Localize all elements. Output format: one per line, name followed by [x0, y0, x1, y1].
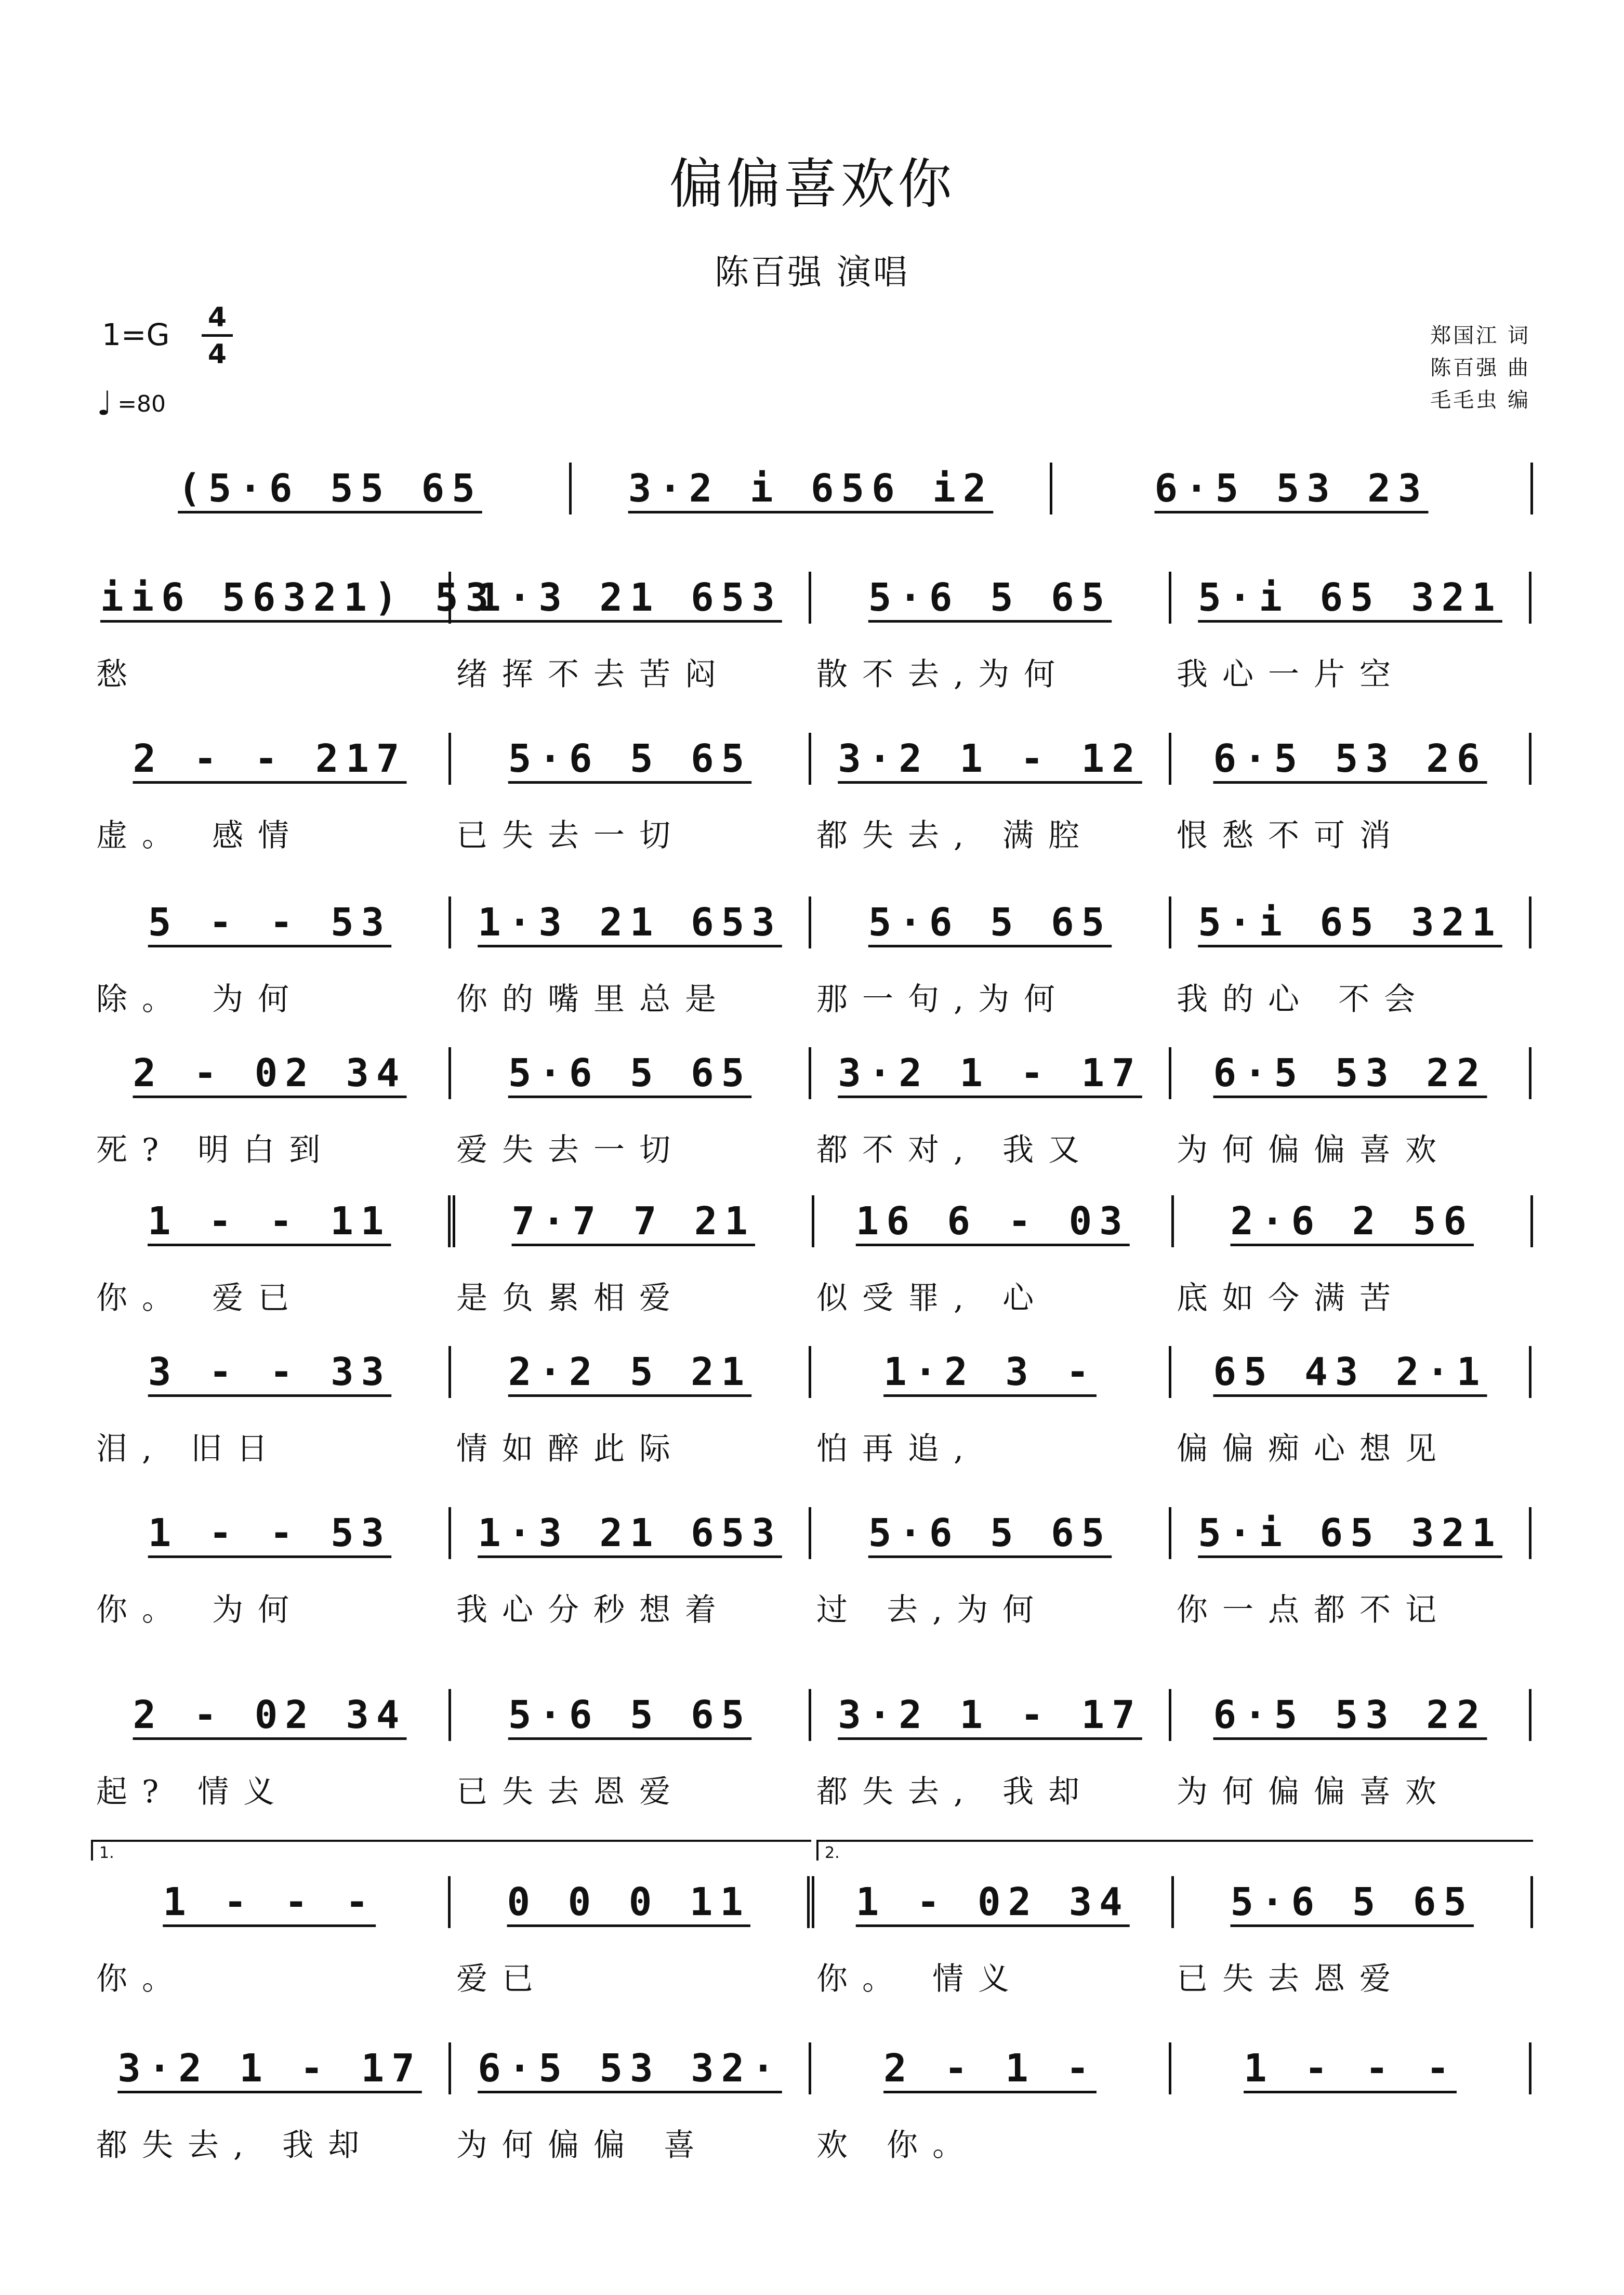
measure	[814, 1190, 1171, 1252]
lyric-text: 偏偏痴心想见	[1177, 1431, 1451, 1467]
song-title: 偏偏喜欢你	[669, 152, 955, 216]
note-sequence: 5·6 5 65	[868, 1511, 1112, 1555]
tempo-value: =80	[117, 390, 166, 417]
singer-line: 陈百强 演唱	[715, 252, 909, 292]
lyric-text: 是负累相爱	[456, 1280, 685, 1316]
notes-row	[91, 1502, 1533, 1564]
note-sequence: 16 6 - 03	[855, 1199, 1130, 1244]
measure	[91, 891, 448, 954]
key-signature: 1=G	[102, 317, 170, 352]
note-sequence: 5·6 5 65	[508, 736, 752, 781]
note-sequence: 5·6 5 65	[1230, 1880, 1474, 1924]
barline	[448, 1195, 455, 1247]
notes-row	[91, 1042, 1533, 1104]
notes-row	[91, 457, 1533, 520]
note-sequence: 2 - - 217	[133, 736, 407, 781]
measure	[451, 1871, 808, 1933]
meter-top: 4	[207, 302, 227, 333]
lyrics-row	[91, 650, 1533, 691]
note-sequence: 6·5 53 23	[1154, 466, 1429, 511]
lyrics-row	[91, 1125, 1533, 1167]
measure	[451, 728, 809, 790]
measure	[811, 2037, 1169, 2100]
measure	[91, 457, 569, 520]
lyric-text: 绪挥不去苦闷	[456, 656, 731, 693]
arranger-credit: 毛毛虫 编	[1430, 388, 1530, 412]
measure	[91, 1871, 448, 1933]
quarter-note-icon: ♩	[97, 385, 113, 423]
barline	[1529, 1689, 1531, 1741]
notes-row	[91, 728, 1533, 790]
note-sequence: 1 - - -	[163, 1880, 376, 1924]
measure	[451, 1684, 809, 1746]
lyric-text: 底如今满苦	[1177, 1280, 1405, 1316]
note-sequence: 3·2 i 656 i2	[628, 466, 994, 511]
measure	[1171, 566, 1529, 629]
note-sequence: 5 - - 53	[148, 900, 392, 945]
lyric-text: 那一句,为何	[816, 981, 1070, 1018]
measure	[1171, 2037, 1529, 2100]
barline	[1529, 1047, 1531, 1099]
barline	[1529, 1346, 1531, 1398]
measure	[811, 1341, 1169, 1403]
note-sequence: 1 - - 11	[148, 1199, 391, 1244]
measure	[91, 1341, 448, 1403]
lyric-text: 爱失去一切	[456, 1132, 685, 1168]
note-sequence: 3·2 1 - 12	[838, 736, 1142, 781]
measure	[811, 728, 1169, 790]
barline	[1529, 733, 1531, 785]
measure	[811, 891, 1169, 954]
lyric-text: 除。 为何	[96, 981, 304, 1018]
note-sequence: 5·i 65 321	[1198, 900, 1502, 945]
lyric-text: 我心分秒想着	[456, 1592, 731, 1628]
measure	[1171, 1042, 1529, 1104]
lyric-text: 愁	[96, 656, 142, 693]
measure	[811, 566, 1169, 629]
measure	[1174, 1190, 1531, 1252]
measure	[811, 1684, 1169, 1746]
lyric-text: 都不对, 我又	[816, 1132, 1094, 1168]
lyric-text: 死? 明白到	[96, 1132, 335, 1168]
measure	[811, 1042, 1169, 1104]
note-sequence: 65 43 2·1	[1213, 1350, 1487, 1394]
measure	[91, 728, 448, 790]
note-sequence: 6·5 53 32·	[478, 2046, 782, 2091]
note-sequence: 1 - - 53	[148, 1511, 392, 1555]
lyrics-row	[91, 1954, 1533, 1996]
notes-row	[91, 1341, 1533, 1403]
measure	[1171, 1684, 1529, 1746]
note-sequence: 1·3 21 653	[478, 900, 782, 945]
lyric-text: 恨愁不可消	[1177, 817, 1405, 854]
lyric-text: 都失去, 满腔	[816, 817, 1094, 854]
note-sequence: 5·6 5 65	[868, 900, 1112, 945]
note-sequence: 2 - 1 -	[883, 2046, 1097, 2091]
meter-divider	[202, 334, 233, 337]
lyric-text: 都失去, 我却	[816, 1774, 1094, 1810]
lyric-text: 似受罪, 心	[816, 1280, 1049, 1316]
measure	[1171, 891, 1529, 954]
lyric-text: 情如醉此际	[456, 1431, 685, 1467]
lyric-text: 你。	[96, 1961, 188, 1997]
note-sequence: 2 - 02 34	[133, 1051, 407, 1096]
note-sequence: 5·i 65 321	[1198, 575, 1502, 620]
measure	[1171, 728, 1529, 790]
measure	[91, 1190, 448, 1252]
lyric-text: 都失去, 我却	[96, 2127, 374, 2164]
measure	[1171, 1341, 1529, 1403]
note-sequence: 1·2 3 -	[883, 1350, 1097, 1394]
lyric-text: 已失去一切	[456, 817, 685, 854]
note-sequence: 7·7 7 21	[511, 1199, 755, 1244]
barline	[1530, 1876, 1533, 1928]
measure	[91, 1502, 448, 1564]
lyric-text: 为何偏偏喜欢	[1177, 1132, 1451, 1168]
note-sequence: 5·6 5 65	[508, 1051, 752, 1096]
note-sequence: 1·3 21 653	[478, 575, 782, 620]
notes-row	[91, 2037, 1533, 2100]
lyrics-row	[91, 974, 1533, 1016]
time-signature	[202, 304, 233, 368]
meter-bottom: 4	[207, 339, 227, 370]
lyric-text: 你的嘴里总是	[456, 981, 731, 1018]
note-sequence: 5·6 5 65	[868, 575, 1112, 620]
barline	[807, 1876, 814, 1928]
note-sequence: 2 - 02 34	[133, 1693, 407, 1737]
lyric-text: 我的心 不会	[1177, 981, 1430, 1018]
tempo-mark	[97, 385, 166, 423]
measure	[451, 1042, 809, 1104]
barline	[1529, 572, 1531, 624]
lyrics-row	[91, 2120, 1533, 2162]
notes-row	[91, 1871, 1533, 1933]
note-sequence: 5·6 5 65	[508, 1693, 752, 1737]
lyric-text: 我心一片空	[1177, 656, 1405, 693]
note-sequence: 1·3 21 653	[478, 1511, 782, 1555]
measure	[451, 566, 809, 629]
barline	[1530, 1195, 1533, 1247]
barline	[1529, 2042, 1531, 2094]
lyric-text: 已失去恩爱	[1177, 1961, 1405, 1997]
notes-row	[91, 566, 1533, 629]
measure	[455, 1190, 812, 1252]
measure	[1171, 1502, 1529, 1564]
note-sequence: (5·6 55 65	[178, 466, 482, 511]
lyrics-row	[91, 1273, 1533, 1315]
note-sequence: ii6 56321) 53	[100, 575, 496, 620]
barline	[1530, 463, 1533, 515]
notes-row	[91, 1190, 1533, 1252]
notes-row	[91, 1684, 1533, 1746]
lyric-text: 怕再追,	[816, 1431, 979, 1467]
lyric-text: 起? 情义	[96, 1774, 289, 1810]
measure	[572, 457, 1050, 520]
notes-row	[91, 891, 1533, 954]
barline	[1529, 1507, 1531, 1559]
lyric-text: 散不去,为何	[816, 656, 1070, 693]
composer-credit: 陈百强 曲	[1430, 356, 1530, 380]
measure	[451, 891, 809, 954]
volta-bracket: 2.	[816, 1840, 1533, 1861]
note-sequence: 2·6 2 56	[1230, 1199, 1474, 1244]
lyrics-row	[91, 1424, 1533, 1466]
measure	[811, 1502, 1169, 1564]
lyric-text: 泪, 旧日	[96, 1431, 283, 1467]
measure	[1174, 1871, 1531, 1933]
lyric-text: 你。 为何	[96, 1592, 304, 1628]
measure	[451, 2037, 809, 2100]
volta-bracket: 1.	[91, 1840, 811, 1861]
note-sequence: 2·2 5 21	[508, 1350, 752, 1394]
note-sequence: 3 - - 33	[148, 1350, 392, 1394]
lyric-text: 你。 情义	[816, 1961, 1024, 1997]
lyrics-row	[91, 811, 1533, 852]
note-sequence: 6·5 53 26	[1213, 736, 1487, 781]
note-sequence: 1 - 02 34	[855, 1880, 1130, 1924]
credits	[1430, 320, 1530, 416]
note-sequence: 1 - - -	[1244, 2046, 1457, 2091]
lyric-text	[1171, 2120, 1531, 2162]
note-sequence: 6·5 53 22	[1213, 1051, 1487, 1096]
note-sequence: 3·2 1 - 17	[117, 2046, 422, 2091]
measure	[91, 1684, 448, 1746]
lyrics-row	[91, 1585, 1533, 1627]
note-sequence: 0 0 0 11	[507, 1880, 750, 1924]
lyric-text: 你一点都不记	[1177, 1592, 1451, 1628]
measure	[91, 2037, 448, 2100]
lyric-text: 你。 爱已	[96, 1280, 304, 1316]
measure	[451, 1502, 809, 1564]
lyrics-row	[91, 1767, 1533, 1809]
note-sequence: 3·2 1 - 17	[838, 1693, 1142, 1737]
barline	[1529, 896, 1531, 948]
note-sequence: 5·i 65 321	[1198, 1511, 1502, 1555]
measure	[1052, 457, 1530, 520]
measure	[814, 1871, 1171, 1933]
note-sequence: 6·5 53 22	[1213, 1693, 1487, 1737]
measure	[91, 566, 496, 629]
measure	[451, 1341, 809, 1403]
measure	[91, 1042, 448, 1104]
note-sequence: 3·2 1 - 17	[838, 1051, 1142, 1096]
lyric-text: 欢 你。	[816, 2127, 979, 2164]
lyric-text: 为何偏偏 喜	[456, 2127, 710, 2164]
lyric-text: 虚。 感情	[96, 817, 304, 854]
lyric-text: 过 去,为何	[816, 1592, 1049, 1628]
lyric-text: 已失去恩爱	[456, 1774, 685, 1810]
lyric-text: 为何偏偏喜欢	[1177, 1774, 1451, 1810]
lyricist-credit: 郑国江 词	[1430, 324, 1530, 348]
lyric-text: 爱已	[456, 1961, 548, 1997]
